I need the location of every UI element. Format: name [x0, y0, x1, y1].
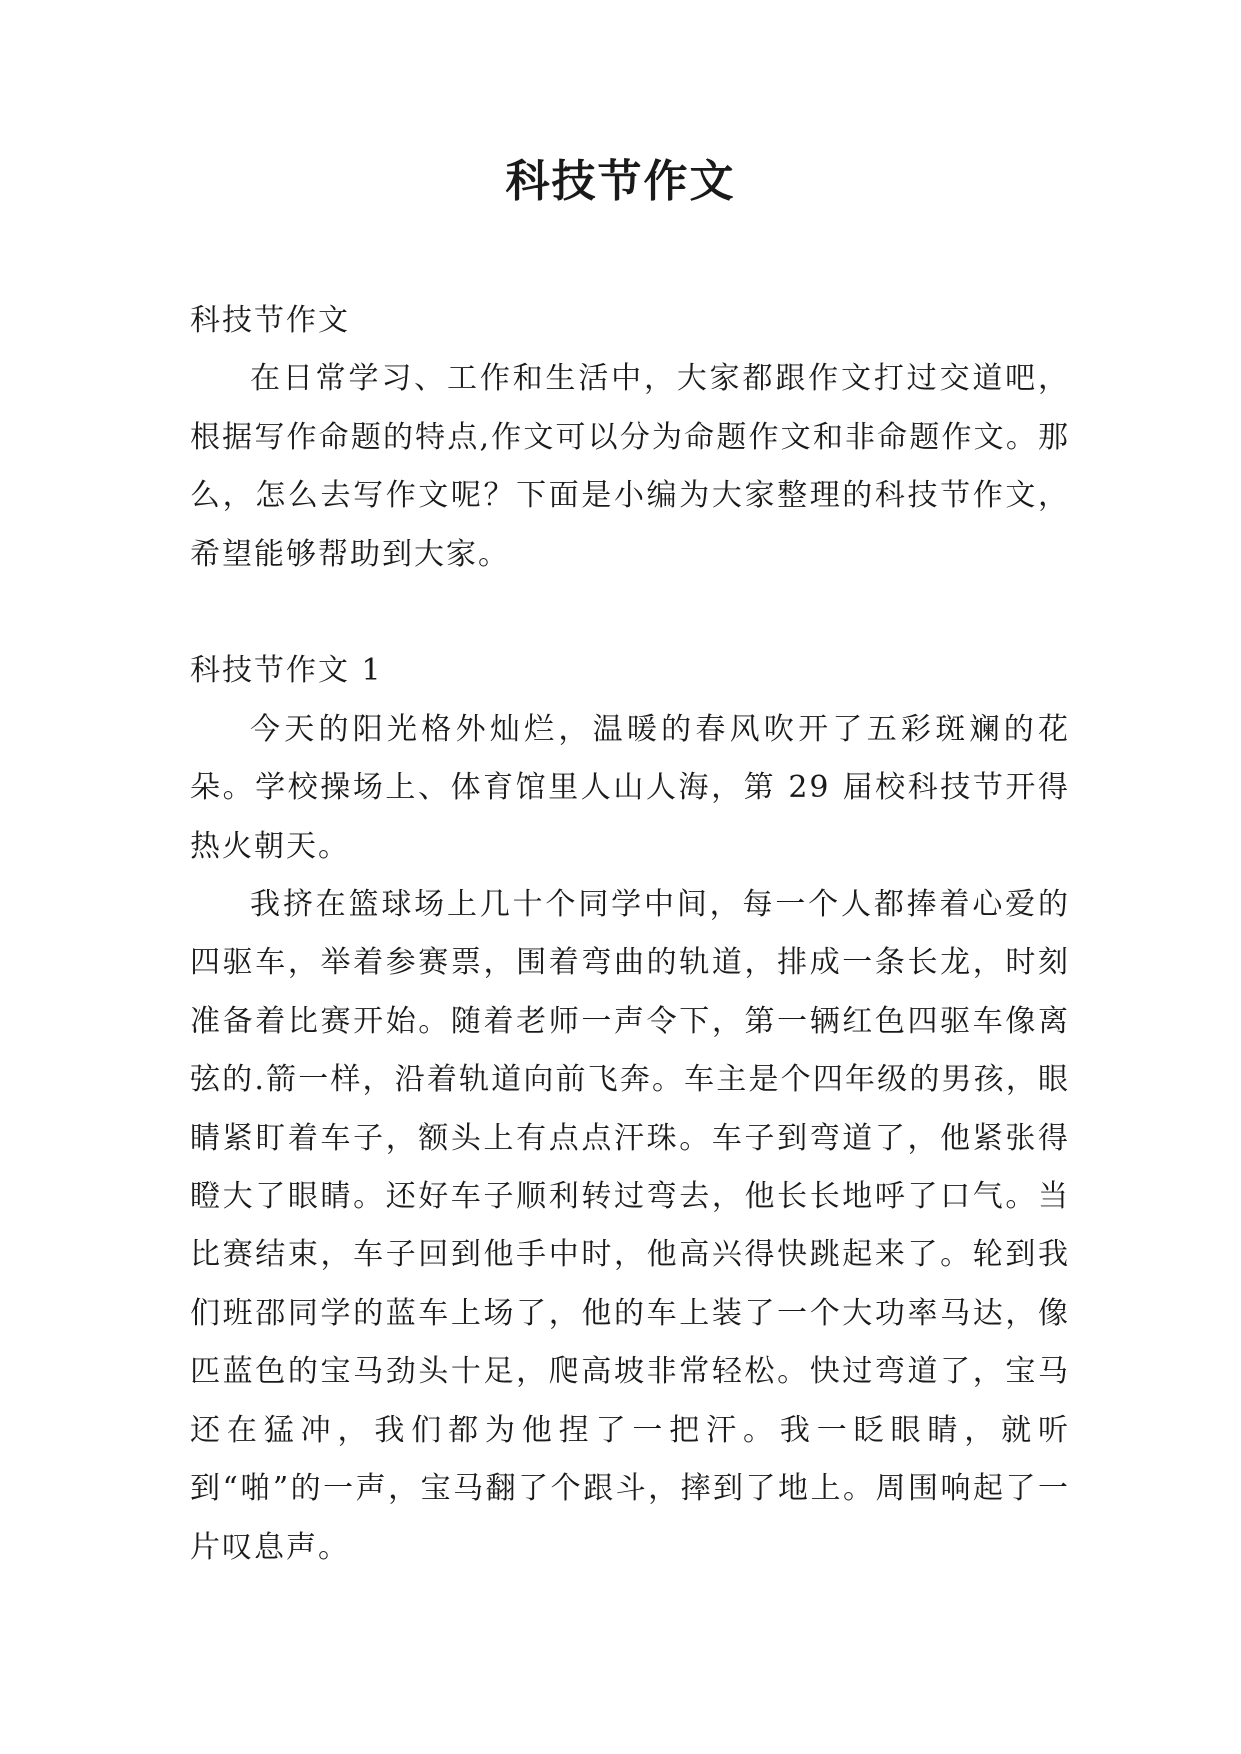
section-spacer — [190, 584, 1070, 642]
essay1-paragraph-2: 我挤在篮球场上几十个同学中间，每一个人都捧着心爱的四驱车，举着参赛票，围着弯曲的轨道，排成一条长龙，时刻准备着比赛开始。随着老师一声令下，第一辆红色四驱车像离弦的.箭一样，沿着轨道向前飞奔。车主是个四年级的男孩，眼睛紧盯着车子，额头上有点点汗珠。车子到弯道了，他紧张得瞪大了眼睛。还好车子顺利转过弯去，他长长地呼了口气。当比赛结束，车子回到他手中时，他高兴得快跳起来了。轮到我们班邵同学的蓝车上场了，他的车上装了一个大功率马达，像匹蓝色的宝马劲头十足，爬高坡非常轻松。快过弯道了，宝马还在猛冲，我们都为他捏了一把汗。我一眨眼睛，就听到“啪”的一声，宝马翻了个跟斗，摔到了地上。周围响起了一片叹息声。 — [190, 887, 1070, 1565]
essay1-heading: 科技节作文 1 — [190, 653, 383, 689]
document-title: 科技节作文 — [505, 156, 736, 207]
intro-heading: 科技节作文 — [190, 303, 350, 338]
document-body — [190, 292, 1070, 1577]
intro-paragraph: 在日常学习、工作和生活中，大家都跟作文打过交道吧，根据写作命题的特点,作文可以分为命题作文和非命题作文。那么，怎么去写作文呢？下面是小编为大家整理的科技节作文，希望能够帮助到大家。 — [190, 361, 1070, 572]
essay1-paragraph-1: 今天的阳光格外灿烂，温暖的春风吹开了五彩斑斓的花朵。学校操场上、体育馆里人山人海，第 29 届校科技节开得热火朝天。 — [190, 711, 1070, 864]
